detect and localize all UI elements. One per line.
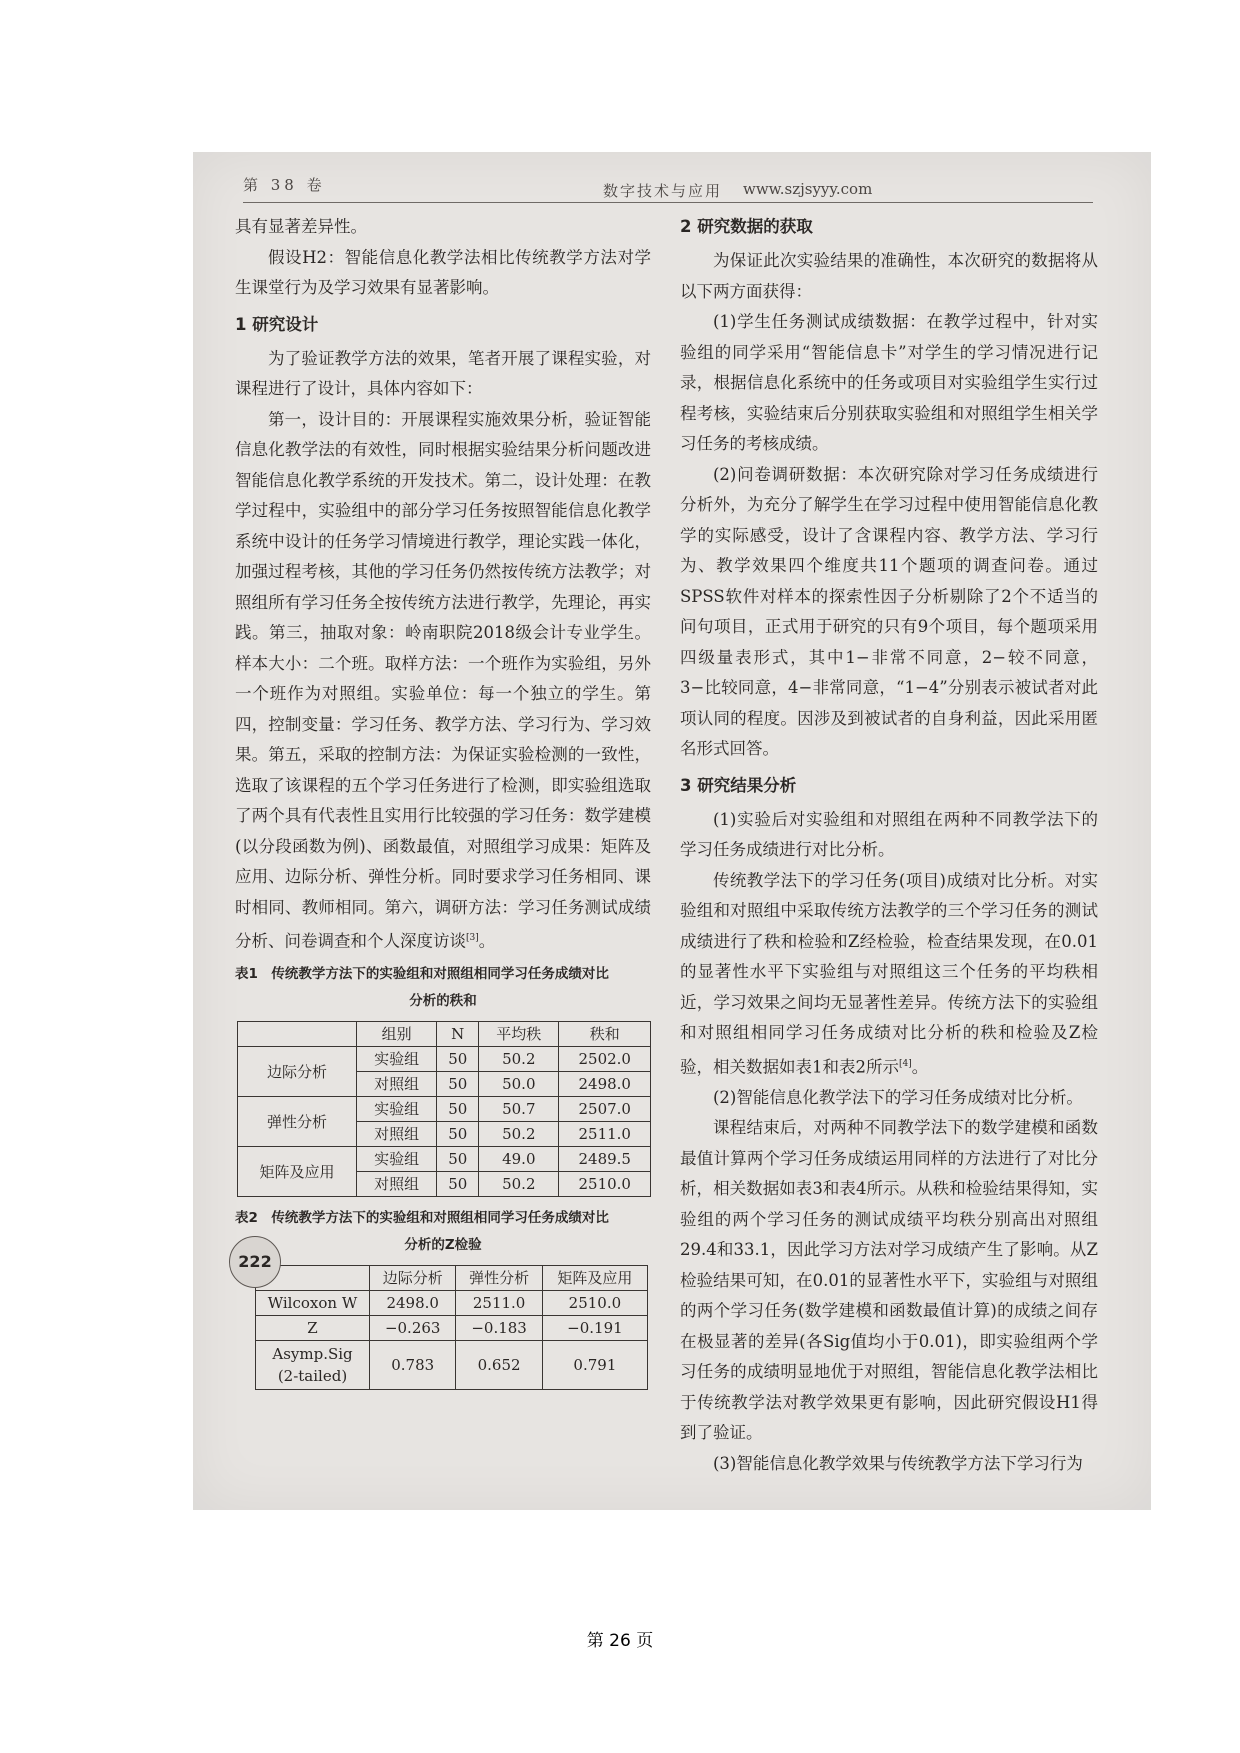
table-caption: 表1 传统教学方法下的实验组和对照组相同学习任务成绩对比 分析的秩和	[235, 966, 609, 1009]
left-column	[235, 212, 651, 1390]
paragraph: (2)智能信息化教学法下的学习任务成绩对比分析。	[713, 1087, 1083, 1107]
table-row: Asymp.Sig (2-tailed) 0.783 0.652 0.791	[256, 1341, 648, 1390]
table-row: Wilcoxon W 2498.0 2511.0 2510.0	[256, 1291, 648, 1316]
table-row: Z −0.263 −0.183 −0.191	[256, 1316, 648, 1341]
table-row: 对照组 50 50.2 2511.0	[238, 1122, 651, 1147]
journal-website: www.szjsyyy.com	[743, 180, 873, 198]
paragraph: (3)智能信息化教学效果与传统教学方法下学习行为	[713, 1453, 1083, 1473]
table-rank-sum	[237, 1021, 651, 1197]
paragraph: 第一，设计目的：开展课程实施效果分析，验证智能信息化教学法的有效性，同时根据实验结果分析问题改进智能信息化教学系统的开发技术。第二，设计处理：在教学过程中，实验组中的部分学习任务按照智能信息化教学系统中设计的任务学习情境进行教学，理论实践一体化，加强过程考核，其他的学习任务仍然按传统方法教学；对照组所有学习任务全按传统方法进行教学，先理论，再实践。第三，抽取对象：岭南职院2018级会计专业学生。样本大小：二个班。取样方法：一个班作为实验组，另外一个班作为对照组。实验单位：每一个独立的学生。第四，控制变量：学习任务、教学方法、学习行为、学习效果。第五，采取的控制方法：为保证实验检测的一致性，选取了该课程的五个学习任务进行了检测，即实验组选取了两个具有代表性且实用行比较强的学习任务：数学建模(以分段函数为例)、函数最值，对照组学习成果：矩阵及应用、边际分析、弹性分析。同时要求学习任务相同、课时相同、教师相同。第六，调研方法：学习任务测试成绩分析、问卷调查和个人深度访谈[3]。	[235, 409, 651, 951]
group-name: 矩阵及应用	[238, 1147, 357, 1197]
table-header-row: 组别 N 平均秩 秩和	[238, 1022, 651, 1047]
section-heading: 1 研究设计	[235, 314, 319, 334]
table-header-row: 边际分析 弹性分析 矩阵及应用	[256, 1266, 648, 1291]
paragraph: 传统教学法下的学习任务(项目)成绩对比分析。对实验组和对照组中采取传统方法教学的三个学习任务的测试成绩进行了秩和检验和Z经检验，检查结果发现，在0.01的显著性水平下实验组与对照组这三个任务的平均秩相近，学习效果之间均无显著性差异。传统方法下的实验组和对照组相同学习任务成绩对比分析的秩和检验及Z检验，相关数据如表1和表2所示[4]。	[680, 870, 1098, 1076]
paragraph: (2)问卷调研数据：本次研究除对学习任务成绩进行分析外，为充分了解学生在学习过程中使用智能信息化教学的实际感受，设计了含课程内容、教学方法、学习行为、教学效果四个维度共11个题项的调查问卷。通过SPSS软件对样本的探索性因子分析剔除了2个不适当的问句项目，正式用于研究的只有9个项目，每个题项采用四级量表形式，其中1−非常不同意，2−较不同意，3−比较同意，4−非常同意，“1−4”分别表示被试者对此项认同的程度。因涉及到被试者的自身利益，因此采用匿名形式回答。	[680, 464, 1098, 758]
table-z-test	[255, 1265, 648, 1390]
table-row: 边际分析 实验组 50 50.2 2502.0	[238, 1047, 651, 1072]
table-caption: 表2 传统教学方法下的实验组和对照组相同学习任务成绩对比 分析的Z检验	[235, 1210, 609, 1253]
section-heading: 3 研究结果分析	[680, 775, 797, 795]
paragraph: 为了验证教学方法的效果，笔者开展了课程实验，对课程进行了设计，具体内容如下：	[235, 348, 651, 398]
group-name: 边际分析	[238, 1047, 357, 1097]
volume-label: 第 38 卷	[243, 176, 326, 194]
page-footer: 第 26 页	[586, 1631, 654, 1651]
table-row: 弹性分析 实验组 50 50.7 2507.0	[238, 1097, 651, 1122]
paragraph: (1)实验后对实验组和对照组在两种不同教学法下的学习任务成绩进行对比分析。	[680, 809, 1098, 859]
table-row: 对照组 50 50.0 2498.0	[238, 1072, 651, 1097]
citation: [4]	[899, 1058, 912, 1069]
scanned-page	[193, 152, 1151, 1510]
paragraph: 为保证此次实验结果的准确性，本次研究的数据将从以下两方面获得：	[680, 251, 1098, 301]
paragraph: 课程结束后，对两种不同教学法下的数学建模和函数最值计算两个学习任务成绩运用同样的方法进行了对比分析，相关数据如表3和表4所示。从秩和检验结果得知，实验组的两个学习任务的测试成绩平均秩分别高出对照组29.4和33.1，因此学习方法对学习成绩产生了影响。从Z检验结果可知，在0.01的显著性水平下，实验组与对照组的两个学习任务(数学建模和函数最值计算)的成绩之间存在极显著的差异(各Sig值均小于0.01)，即实验组两个学习任务的成绩明显地优于对照组，智能信息化教学法相比于传统教学法对教学效果更有影响，因此研究假设H1得到了验证。	[680, 1118, 1098, 1442]
paragraph: 具有显著差异性。	[235, 217, 367, 236]
paragraph: (1)学生任务测试成绩数据：在教学过程中，针对实验组的同学采用“智能信息卡”对学生的学习情况进行记录，根据信息化系统中的任务或项目对实验组学生实行过程考核，实验结束后分别获取实验组和对照组学生相关学习任务的考核成绩。	[680, 312, 1098, 453]
page-number-badge: 222	[229, 1236, 281, 1288]
table-row: 对照组 50 50.2 2510.0	[238, 1172, 651, 1197]
section-heading: 2 研究数据的获取	[680, 217, 813, 236]
right-column	[680, 212, 1098, 1479]
journal-name: 数字技术与应用	[603, 182, 723, 200]
group-name: 弹性分析	[238, 1097, 357, 1147]
hypothesis-h2: 假设H2：智能信息化教学法相比传统教学方法对学生课堂行为及学习效果有显著影响。	[235, 247, 651, 297]
running-header	[243, 170, 1093, 203]
table-row: 矩阵及应用 实验组 50 49.0 2489.5	[238, 1147, 651, 1172]
citation: [3]	[466, 933, 479, 943]
